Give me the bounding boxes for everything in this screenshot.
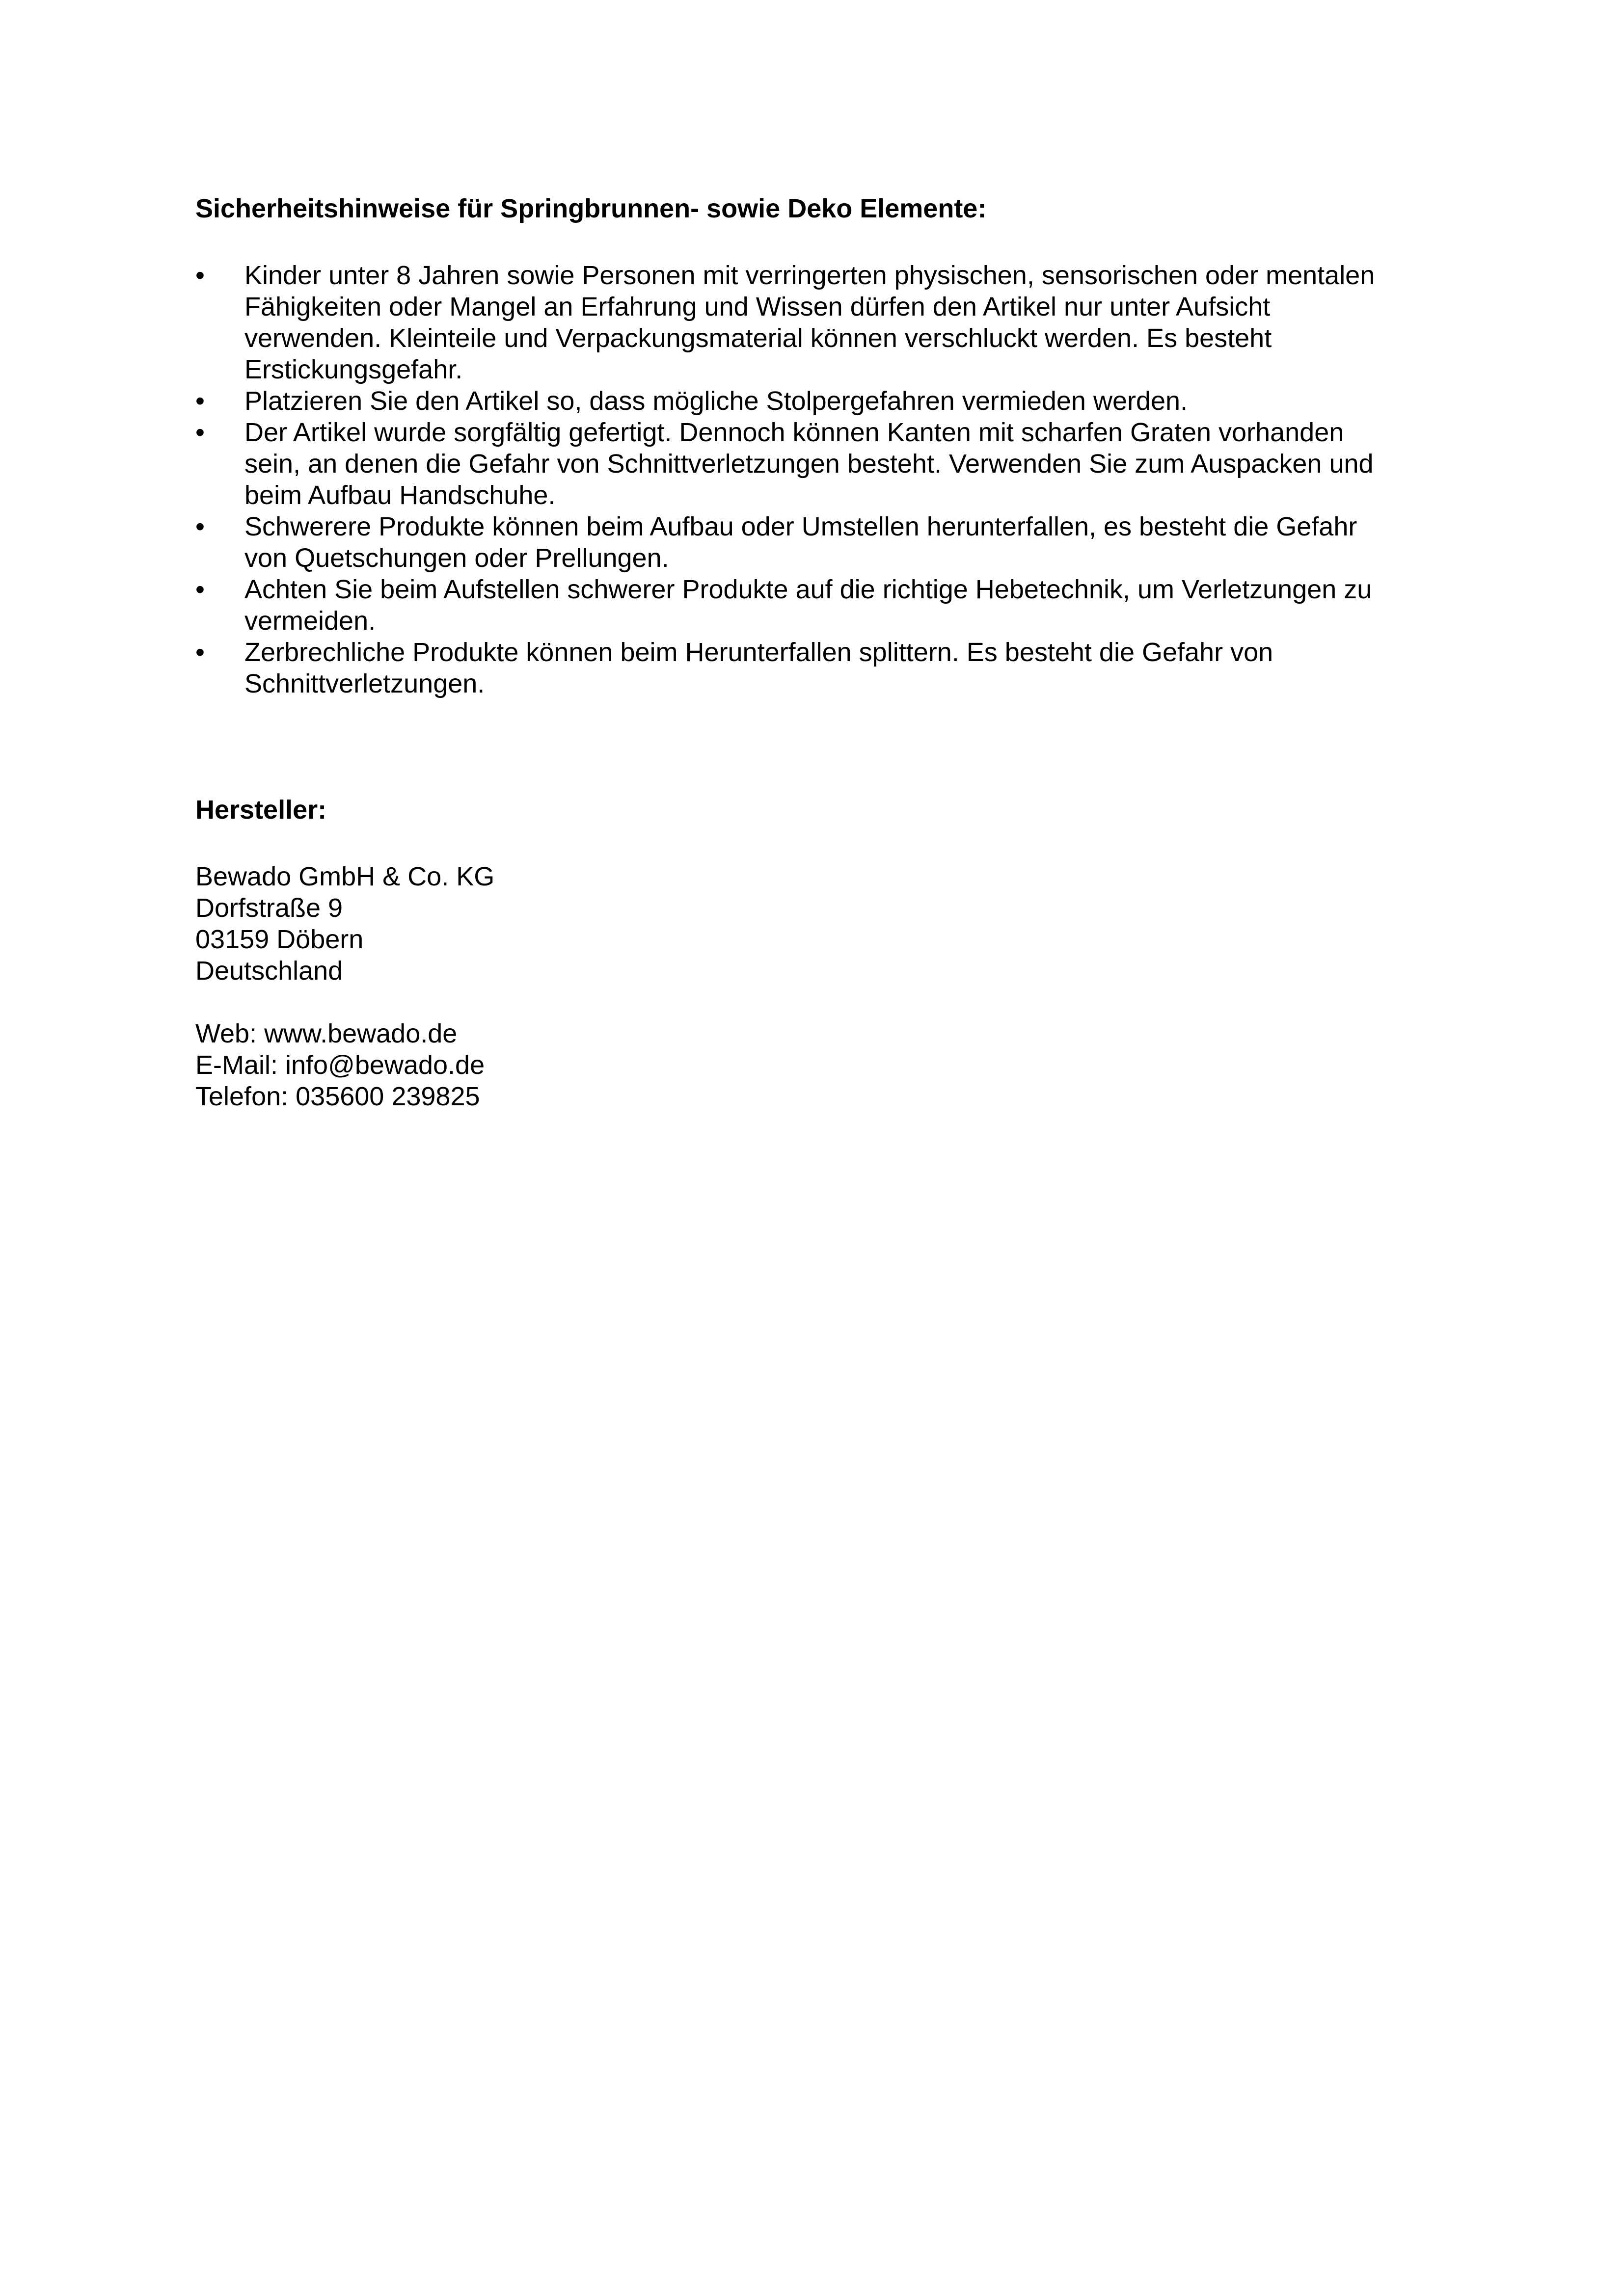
safety-item-6-line-1: Zerbrechliche Produkte können beim Herunterfallen splittern. Es besteht die Gefahr von bbox=[244, 638, 1273, 667]
safety-item-2-line-1: Platzieren Sie den Artikel so, dass mögliche Stolpergefahren vermieden werden. bbox=[244, 386, 1188, 416]
safety-item-3 bbox=[195, 417, 1433, 511]
bullet-icon: • bbox=[195, 261, 205, 290]
company-name: Bewado GmbH & Co. KG bbox=[195, 862, 495, 891]
bullet-icon: • bbox=[195, 638, 205, 667]
street-address: Dorfstraße 9 bbox=[195, 893, 343, 923]
safety-item-4 bbox=[195, 511, 1433, 574]
document-content bbox=[195, 193, 1433, 1112]
bullet-icon: • bbox=[195, 512, 205, 541]
safety-item-3-line-2: sein, an denen die Gefahr von Schnittverletzungen besteht. Verwenden Sie zum Auspacken und bbox=[244, 449, 1374, 479]
safety-heading: Sicherheitshinweise für Springbrunnen- sowie Deko Elemente: bbox=[195, 194, 987, 223]
bullet-icon: • bbox=[195, 575, 205, 604]
safety-item-5 bbox=[195, 574, 1433, 637]
safety-item-1-line-2: Fähigkeiten oder Mangel an Erfahrung und Wissen dürfen den Artikel nur unter Aufsicht bbox=[244, 292, 1271, 321]
safety-item-3-line-1: Der Artikel wurde sorgfältig gefertigt. Dennoch können Kanten mit scharfen Graten vorhanden bbox=[244, 418, 1344, 447]
bullet-icon: • bbox=[195, 386, 205, 416]
web-address: Web: www.bewado.de bbox=[195, 1019, 458, 1048]
safety-item-1 bbox=[195, 260, 1433, 385]
safety-item-4-line-1: Schwerere Produkte können beim Aufbau oder Umstellen herunterfallen, es besteht die Gefahr bbox=[244, 512, 1357, 541]
safety-item-4-line-2: von Quetschungen oder Prellungen. bbox=[244, 543, 669, 573]
email-address: E-Mail: info@bewado.de bbox=[195, 1050, 485, 1080]
country: Deutschland bbox=[195, 956, 343, 986]
manufacturer-address bbox=[195, 861, 1433, 987]
postal-city: 03159 Döbern bbox=[195, 925, 364, 954]
bullet-icon: • bbox=[195, 418, 205, 447]
manufacturer-contact bbox=[195, 1018, 1433, 1112]
manufacturer-section bbox=[195, 794, 1433, 1112]
manufacturer-heading: Hersteller: bbox=[195, 795, 327, 825]
safety-item-5-line-2: vermeiden. bbox=[244, 606, 376, 636]
safety-item-1-line-4: Erstickungsgefahr. bbox=[244, 355, 463, 384]
safety-list bbox=[195, 260, 1433, 699]
safety-item-2 bbox=[195, 385, 1433, 417]
safety-item-1-line-3: verwenden. Kleinteile und Verpackungsmaterial können verschluckt werden. Es besteht bbox=[244, 323, 1272, 353]
safety-item-3-line-3: beim Aufbau Handschuhe. bbox=[244, 481, 556, 510]
safety-item-5-line-1: Achten Sie beim Aufstellen schwerer Produkte auf die richtige Hebetechnik, um Verletzungen zu bbox=[244, 575, 1372, 604]
safety-item-6-line-2: Schnittverletzungen. bbox=[244, 669, 485, 698]
phone-number: Telefon: 035600 239825 bbox=[195, 1082, 480, 1111]
safety-item-1-line-1: Kinder unter 8 Jahren sowie Personen mit verringerten physischen, sensorischen oder mentalen bbox=[244, 261, 1375, 290]
safety-item-6 bbox=[195, 637, 1433, 699]
